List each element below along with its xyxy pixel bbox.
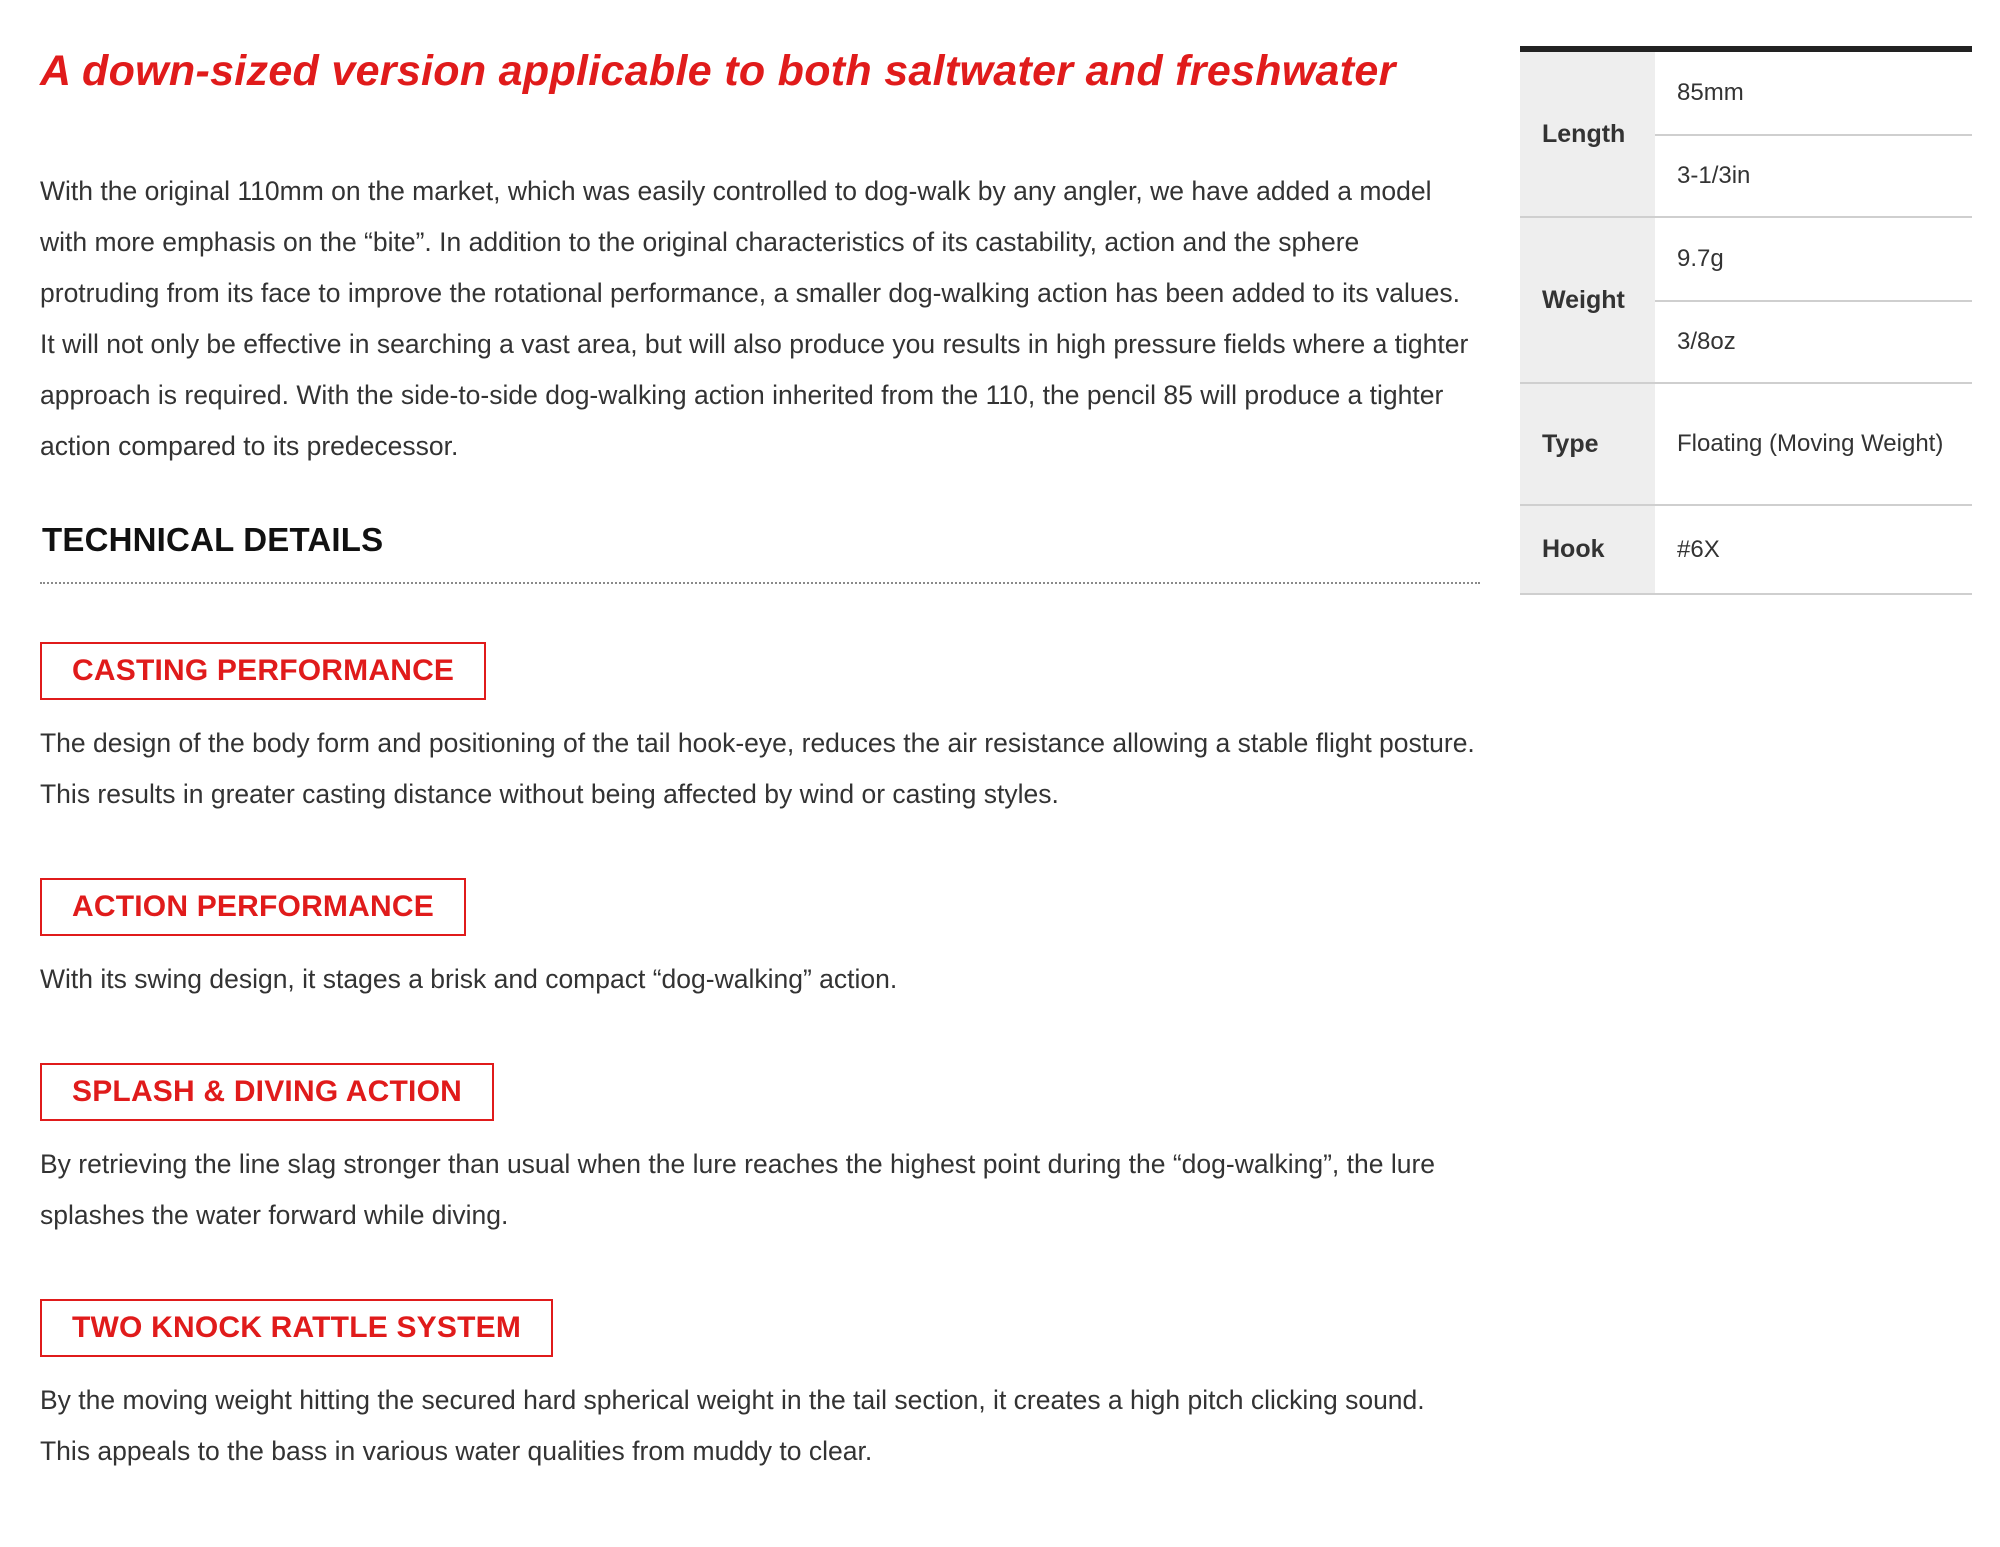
feature-section-casting: [40, 642, 1480, 820]
spec-value: 3/8oz: [1655, 300, 1972, 382]
spec-label: Type: [1520, 384, 1655, 504]
intro-paragraph: With the original 110mm on the market, which was easily controlled to dog-walk by any angler, we have added a model with more emphasis on the “bite”. In addition to the original characteristics of its castability, action and the sphere protruding from its face to improve the rotational performance, a smaller dog-walking action has been added to its values. It will not only be effective in searching a vast area, but will also produce you results in high pressure fields where a tighter approach is required. With the side-to-side dog-walking action inherited from the 110, the pencil 85 will produce a tighter action compared to its predecessor.: [40, 176, 1469, 461]
spec-value: 9.7g: [1677, 245, 1724, 272]
spec-value: 85mm: [1677, 79, 1744, 106]
section-title: ACTION PERFORMANCE: [40, 878, 466, 936]
spec-table: [1520, 46, 1972, 595]
product-headline: A down-sized version applicable to both saltwater and freshwater: [40, 47, 1396, 95]
spec-values: [1655, 218, 1972, 382]
spec-label: Length: [1520, 52, 1655, 216]
product-description: [40, 38, 1480, 1477]
spec-row-weight: [1520, 218, 1972, 384]
feature-section-rattle: [40, 1299, 1480, 1477]
section-title: SPLASH & DIVING ACTION: [40, 1063, 494, 1121]
spec-values: [1655, 506, 1972, 593]
spec-value: 3-1/3in: [1655, 134, 1972, 216]
feature-section-splash: [40, 1063, 1480, 1241]
spec-label: Weight: [1520, 218, 1655, 382]
spec-values: [1655, 384, 1972, 504]
spec-values: [1655, 52, 1972, 216]
spec-row-hook: [1520, 506, 1972, 595]
section-body: The design of the body form and positioning of the tail hook-eye, reduces the air resistance allowing a stable flight posture. This results in greater casting distance without being affected by wind or casting styles.: [40, 728, 1475, 809]
feature-section-action: [40, 878, 1480, 1005]
section-body: By retrieving the line slag stronger than usual when the lure reaches the highest point during the “dog-walking”, the lure splashes the water forward while diving.: [40, 1149, 1436, 1230]
section-body: With its swing design, it stages a brisk and compact “dog-walking” action.: [40, 964, 898, 994]
section-body: By the moving weight hitting the secured hard spherical weight in the tail section, it creates a high pitch clicking sound. This appeals to the bass in various water qualities from muddy to clear.: [40, 1385, 1425, 1466]
section-title: CASTING PERFORMANCE: [40, 642, 486, 700]
spec-value: #6X: [1677, 535, 1720, 563]
section-title: TWO KNOCK RATTLE SYSTEM: [40, 1299, 553, 1357]
spec-row-type: [1520, 384, 1972, 506]
dotted-divider: [40, 582, 1480, 584]
spec-row-length: [1520, 52, 1972, 218]
spec-value: Floating (Moving Weight): [1677, 430, 1944, 457]
technical-details-heading: TECHNICAL DETAILS: [42, 521, 384, 558]
spec-label: Hook: [1520, 506, 1655, 593]
